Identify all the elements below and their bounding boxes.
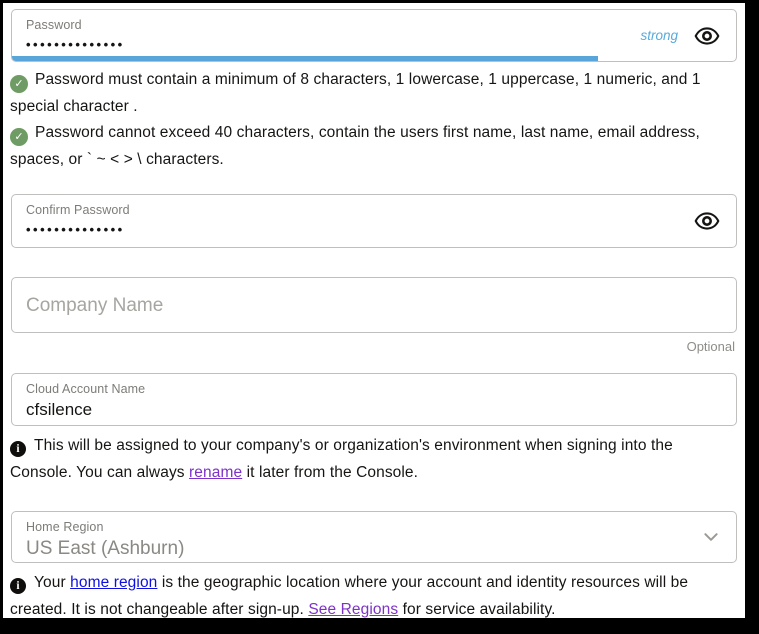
- home-region-info-text-2: is the geographic location where your account and identity resources will be created. It is not changeable after sign-up.: [10, 574, 689, 618]
- cloud-account-info-text-after: it later from the Console.: [242, 463, 419, 481]
- see-regions-link[interactable]: See Regions: [308, 600, 399, 618]
- home-region-select[interactable]: [11, 511, 737, 563]
- cloud-account-name-field[interactable]: [11, 373, 737, 426]
- cloud-account-name-value[interactable]: cfsilence: [26, 400, 93, 419]
- password-rules: [3, 67, 745, 173]
- check-icon: ✓: [10, 128, 28, 146]
- company-name-input[interactable]: [26, 295, 722, 317]
- home-region-info: [3, 570, 745, 618]
- confirm-password-field[interactable]: [11, 194, 737, 248]
- eye-icon: [694, 23, 720, 49]
- info-icon: i: [10, 441, 26, 457]
- check-icon: ✓: [10, 75, 28, 93]
- chevron-down-icon[interactable]: [702, 528, 720, 546]
- confirm-password-label: Confirm Password: [26, 203, 130, 217]
- home-region-label: Home Region: [26, 520, 104, 534]
- home-region-value[interactable]: US East (Ashburn): [26, 538, 185, 559]
- company-name-field[interactable]: [11, 277, 737, 333]
- signup-form: [3, 3, 745, 618]
- home-region-link[interactable]: home region: [70, 574, 158, 591]
- password-strength-bar: [12, 56, 598, 61]
- company-optional-label: Optional: [686, 339, 735, 354]
- password-field[interactable]: [11, 9, 737, 62]
- password-rule-2-text: Password cannot exceed 40 characters, contain the users first name, last name, email address, spaces, or ` ~ < > \ characters.: [10, 124, 700, 168]
- show-confirm-password-button[interactable]: [694, 208, 720, 234]
- info-icon: i: [10, 578, 26, 594]
- password-rule-2: [3, 120, 745, 173]
- password-strength-label: strong: [640, 28, 678, 43]
- eye-icon: [694, 208, 720, 234]
- cloud-account-info: [3, 433, 745, 486]
- home-region-info-text-3: for service availability.: [398, 600, 556, 618]
- password-label: Password: [26, 18, 82, 32]
- rename-link[interactable]: rename: [189, 463, 243, 481]
- cloud-account-name-label: Cloud Account Name: [26, 382, 146, 396]
- password-masked-value[interactable]: ••••••••••••••: [26, 37, 125, 52]
- password-rule-1-text: Password must contain a minimum of 8 characters, 1 lowercase, 1 uppercase, 1 numeric, and 1 special character .: [10, 71, 701, 115]
- show-password-button[interactable]: [694, 23, 720, 49]
- password-rule-1: [3, 67, 745, 120]
- cloud-account-info-text-before: This will be assigned to your company's or organization's environment when signing into the Console. You can always: [10, 437, 673, 481]
- confirm-password-masked-value[interactable]: ••••••••••••••: [26, 222, 125, 237]
- home-region-info-text-1: Your: [34, 574, 71, 591]
